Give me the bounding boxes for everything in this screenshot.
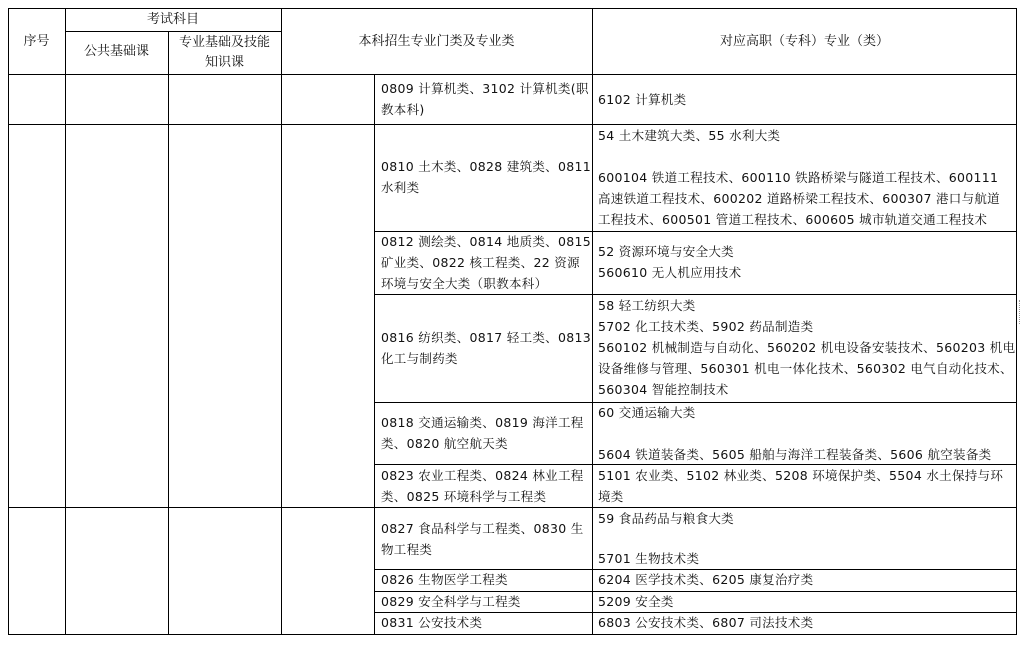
cell-line: 0810 土木类、0828 建筑类、0811 bbox=[381, 159, 591, 174]
cell-line: 矿业类、0822 核工程类、22 资源 bbox=[381, 255, 580, 270]
header-exam-subjects: 考试科目 bbox=[146, 12, 199, 27]
undergrad-cell bbox=[381, 518, 584, 560]
cell-line: 物工程类 bbox=[381, 542, 433, 557]
cell-line: 5101 农业类、5102 林业类、5208 环境保护类、5504 水土保持与环 bbox=[598, 468, 1004, 483]
vocational-cell bbox=[598, 508, 734, 569]
header-undergrad-majors: 本科招生专业门类及专业类 bbox=[358, 34, 515, 49]
table-border-right bbox=[1016, 8, 1017, 635]
col-divider-1 bbox=[65, 8, 66, 635]
cell-line bbox=[598, 529, 734, 548]
cell-line: 0823 农业工程类、0824 林业工程 bbox=[381, 468, 584, 483]
col-divider-5 bbox=[592, 8, 593, 635]
cell-line: 0831 公安技术类 bbox=[381, 615, 483, 630]
cell-line: 0816 纺织类、0817 轻工类、0813 bbox=[381, 330, 591, 345]
vocational-cell bbox=[598, 612, 813, 633]
table-border-left bbox=[8, 8, 9, 635]
col-divider-2 bbox=[168, 31, 169, 635]
cell-line: 560304 智能控制技术 bbox=[598, 382, 729, 397]
header-sub-line bbox=[65, 31, 281, 32]
undergrad-cell bbox=[381, 78, 589, 120]
cell-line: 类、0820 航空航天类 bbox=[381, 436, 508, 451]
vocational-cell bbox=[598, 591, 674, 612]
page-edge-marker bbox=[1019, 300, 1023, 324]
cell-line: 52 资源环境与安全大类 bbox=[598, 244, 734, 259]
cell-line: 教本科) bbox=[381, 102, 425, 117]
undergrad-cell bbox=[381, 327, 591, 369]
header-vocational-majors: 对应高职（专科）专业（类） bbox=[719, 34, 889, 49]
group-line-2 bbox=[8, 507, 1017, 508]
undergrad-cell bbox=[381, 591, 521, 612]
cell-line: 类、0825 环境科学与工程类 bbox=[381, 489, 547, 504]
header-seq: 序号 bbox=[23, 34, 50, 49]
cell-line: 54 土木建筑大类、55 水利大类 bbox=[598, 128, 781, 143]
cell-line: 设备维修与管理、560301 机电一体化技术、560302 电气自动化技术、 bbox=[598, 361, 1013, 376]
vocational-cell bbox=[598, 125, 1000, 230]
cell-line: 60 交通运输大类 bbox=[598, 405, 696, 420]
col-divider-3 bbox=[281, 8, 282, 635]
cell-line: 工程技术、600501 管道工程技术、600605 城市轨道交通工程技术 bbox=[598, 212, 988, 227]
vocational-cell bbox=[598, 89, 687, 110]
header-public-course: 公共基础课 bbox=[83, 44, 149, 59]
vocational-cell bbox=[598, 402, 991, 465]
cell-line: 5702 化工技术类、5902 药品制造类 bbox=[598, 319, 814, 334]
vocational-cell bbox=[598, 569, 813, 590]
table-border-top bbox=[8, 8, 1017, 9]
cell-line: 5209 安全类 bbox=[598, 594, 674, 609]
header-professional-course-line2: 知识课 bbox=[204, 55, 244, 70]
cell-line: 境类 bbox=[598, 489, 624, 504]
cell-line bbox=[598, 423, 991, 444]
header-professional-course-line1: 专业基础及技能 bbox=[178, 35, 270, 50]
cell-line: 0809 计算机类、3102 计算机类(职 bbox=[381, 81, 589, 96]
undergrad-cell bbox=[381, 156, 591, 198]
header-bottom-line bbox=[8, 74, 1017, 75]
cell-line: 0818 交通运输类、0819 海洋工程 bbox=[381, 415, 584, 430]
cell-line: 6803 公安技术类、6807 司法技术类 bbox=[598, 615, 814, 630]
cell-line bbox=[598, 146, 1000, 167]
cell-line: 560102 机械制造与自动化、560202 机电设备安装技术、560203 机电 bbox=[598, 340, 1016, 355]
cell-line: 环境与安全大类（职教本科） bbox=[381, 276, 548, 291]
cell-line: 高速铁道工程技术、600202 道路桥梁工程技术、600307 港口与航道 bbox=[598, 191, 1000, 206]
vocational-cell bbox=[598, 241, 741, 283]
undergrad-cell bbox=[381, 412, 584, 454]
undergrad-cell bbox=[381, 231, 591, 294]
col-divider-4 bbox=[374, 74, 375, 635]
cell-line: 0812 测绘类、0814 地质类、0815 bbox=[381, 234, 591, 249]
cell-line: 化工与制药类 bbox=[381, 351, 458, 366]
cell-line: 6204 医学技术类、6205 康复治疗类 bbox=[598, 572, 814, 587]
table-border-bottom bbox=[8, 634, 1017, 635]
cell-line: 0829 安全科学与工程类 bbox=[381, 594, 521, 609]
cell-line: 0826 生物医学工程类 bbox=[381, 572, 508, 587]
cell-line: 0827 食品科学与工程类、0830 生 bbox=[381, 521, 584, 536]
vocational-cell bbox=[598, 295, 1015, 400]
cell-line: 560610 无人机应用技术 bbox=[598, 265, 742, 280]
cell-line: 6102 计算机类 bbox=[598, 92, 687, 107]
undergrad-cell bbox=[381, 465, 584, 507]
cell-line: 58 轻工纺织大类 bbox=[598, 298, 696, 313]
vocational-cell bbox=[598, 465, 1003, 507]
cell-line: 600104 铁道工程技术、600110 铁路桥梁与隧道工程技术、600111 bbox=[598, 170, 999, 185]
cell-line: 5701 生物技术类 bbox=[598, 551, 700, 566]
cell-line: 59 食品药品与粮食大类 bbox=[598, 511, 734, 526]
cell-line: 水利类 bbox=[381, 180, 420, 195]
header-professional-course bbox=[168, 33, 281, 73]
undergrad-cell bbox=[381, 612, 482, 633]
undergrad-cell bbox=[381, 569, 508, 590]
cell-line: 5604 铁道装备类、5605 船舶与海洋工程装备类、5606 航空装备类 bbox=[598, 447, 992, 462]
